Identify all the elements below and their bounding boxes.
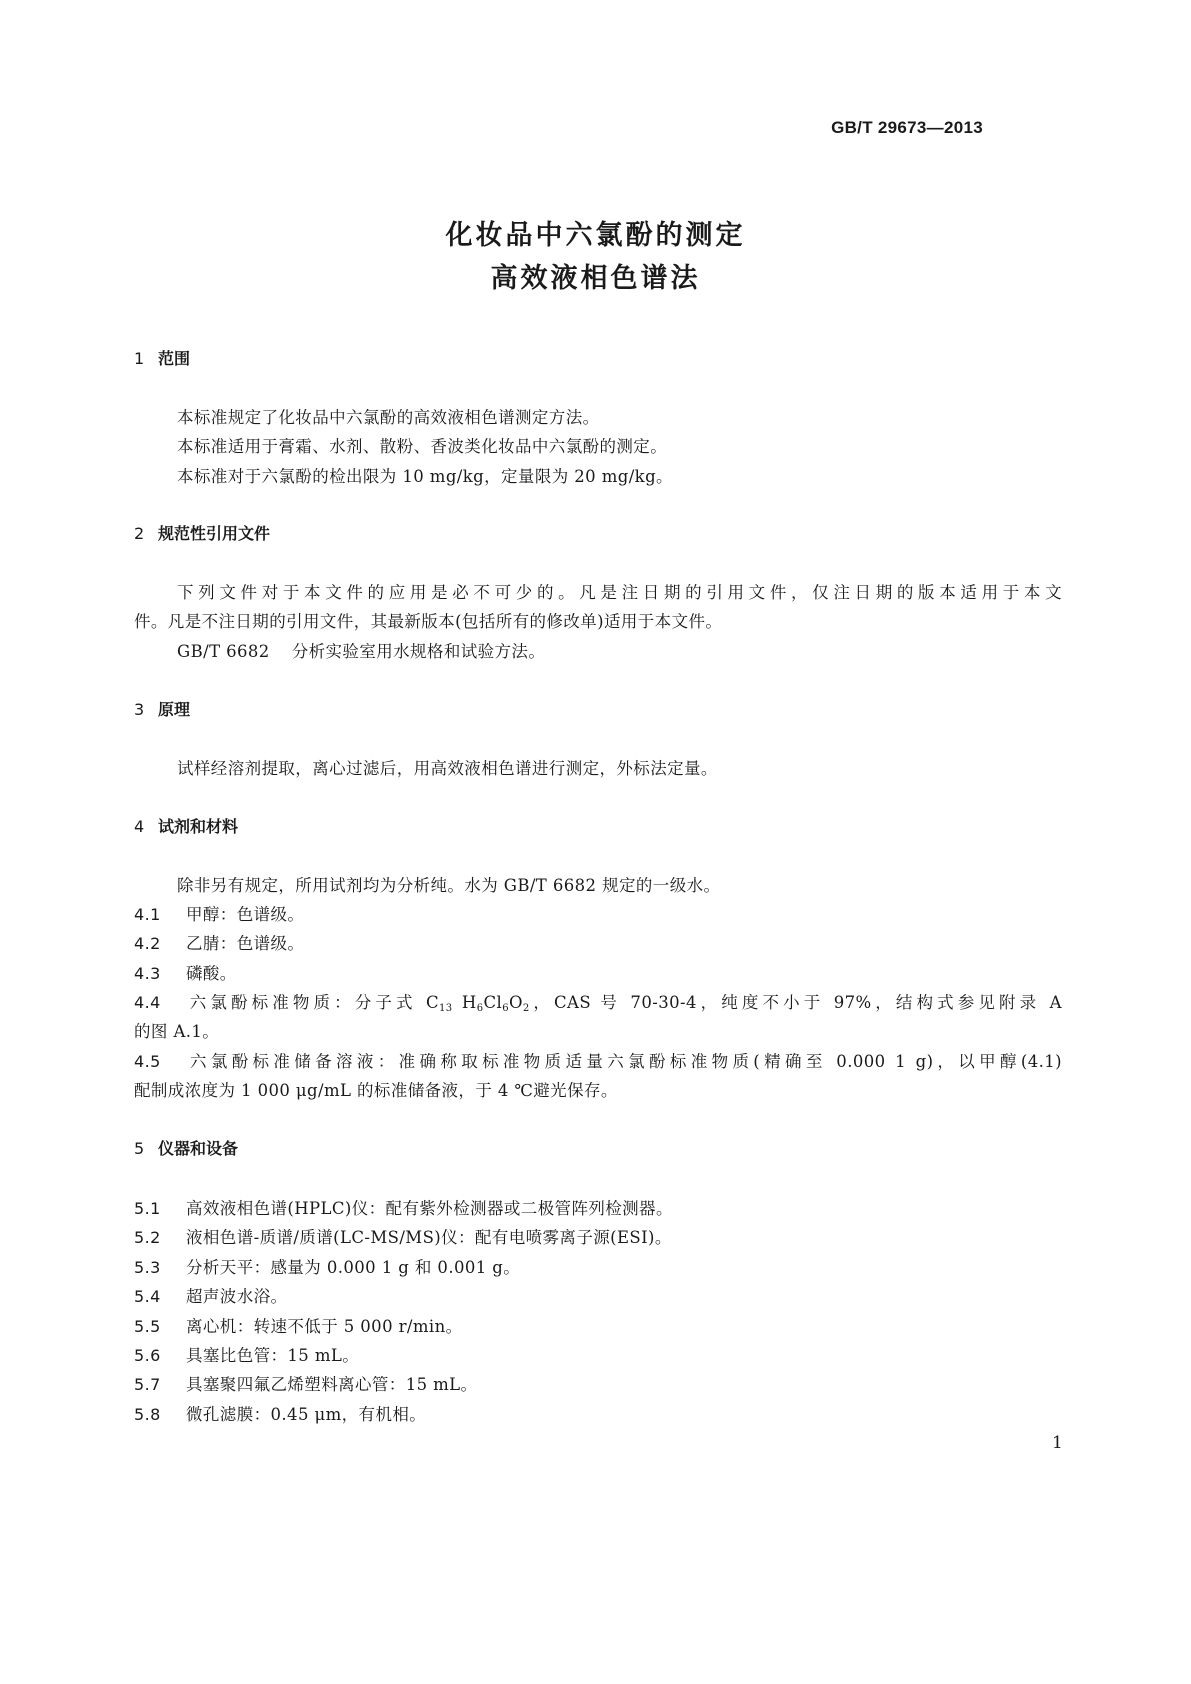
section-heading-apparatus	[134, 1136, 238, 1159]
reagent-item-methanol	[134, 901, 1062, 925]
item-number: 5.4	[134, 1287, 161, 1306]
apparatus-item	[134, 1342, 1062, 1366]
item-number: 4.5	[134, 1052, 161, 1071]
apparatus-item	[134, 1283, 1062, 1307]
molecular-formula: $C_{13}$ $H_6Cl_6O_2$	[425, 993, 530, 1014]
item-number: 4.4	[134, 993, 161, 1012]
references-paragraph-line-1: 下列文件对于本文件的应用是必不可少的。凡是注日期的引用文件，仅注日期的版本适用于本文	[177, 583, 1062, 602]
reagent-item-continuation: 配制成浓度为 1 000 μg/mL 的标准储备液，于 4 ℃避光保存。	[134, 1081, 618, 1100]
section-number: 2	[134, 524, 145, 543]
item-text: 分析天平：感量为 0.000 1 g 和 0.001 g。	[186, 1258, 521, 1277]
apparatus-item	[134, 1195, 1062, 1219]
item-text: 离心机：转速不低于 5 000 r/min。	[186, 1317, 463, 1336]
section-title: 规范性引用文件	[158, 524, 271, 543]
scope-paragraph-3: 本标准对于六氯酚的检出限为 10 mg/kg，定量限为 20 mg/kg。	[177, 467, 673, 486]
reagent-item-stock-solution	[134, 1048, 1062, 1072]
references-paragraph-line-2: 件。凡是不注日期的引用文件，其最新版本(包括所有的修改单)适用于本文件。	[134, 612, 723, 631]
item-number: 5.1	[134, 1199, 161, 1218]
item-text: 六氯酚标准物质：分子式	[186, 993, 426, 1012]
item-text: 微孔滤膜：0.45 μm，有机相。	[186, 1405, 427, 1424]
section-title: 原理	[158, 700, 191, 719]
standard-number: GB/T 29673—2013	[831, 118, 983, 137]
section-title: 试剂和材料	[158, 817, 239, 836]
apparatus-item	[134, 1401, 1062, 1425]
item-number: 4.2	[134, 934, 161, 953]
page-number: 1	[1052, 1433, 1063, 1453]
reagent-item-acetonitrile	[134, 930, 1062, 954]
section-number: 3	[134, 700, 145, 719]
item-text: 甲醇：色谱级。	[186, 905, 305, 924]
principle-paragraph: 试样经溶剂提取，离心过滤后，用高效液相色谱进行测定，外标法定量。	[177, 759, 718, 778]
item-text: 液相色谱-质谱/质谱(LC-MS/MS)仪：配有电喷雾离子源(ESI)。	[186, 1228, 672, 1247]
reference-entry	[177, 638, 1105, 662]
item-text-continued: ，CAS 号 70-30-4，纯度不小于 97%，结构式参见附录 A	[529, 993, 1062, 1012]
document-title-line-2: 高效液相色谱法	[490, 263, 701, 294]
reagent-item-continuation: 的图 A.1。	[134, 1022, 220, 1041]
item-text: 具塞比色管：15 mL。	[186, 1346, 360, 1365]
item-number: 5.3	[134, 1258, 161, 1277]
item-text: 超声波水浴。	[186, 1287, 288, 1306]
item-number: 5.8	[134, 1405, 161, 1424]
scope-paragraph-1: 本标准规定了化妆品中六氯酚的高效液相色谱测定方法。	[177, 408, 600, 427]
section-heading-scope	[134, 346, 190, 369]
reagents-intro: 除非另有规定，所用试剂均为分析纯。水为 GB/T 6682 规定的一级水。	[177, 876, 721, 895]
item-number: 5.5	[134, 1317, 161, 1336]
item-number: 5.7	[134, 1375, 161, 1394]
section-title: 范围	[158, 349, 191, 368]
item-number: 5.6	[134, 1346, 161, 1365]
item-text: 磷酸。	[186, 964, 237, 983]
item-number: 4.3	[134, 964, 161, 983]
reagent-item-phosphoric-acid	[134, 960, 1062, 984]
section-number: 1	[134, 349, 145, 368]
section-number: 5	[134, 1139, 145, 1158]
document-title-line-1: 化妆品中六氯酚的测定	[445, 220, 746, 251]
section-heading-normative-references	[134, 521, 270, 544]
scope-paragraph-2: 本标准适用于膏霜、水剂、散粉、香波类化妆品中六氯酚的测定。	[177, 437, 668, 456]
item-number: 4.1	[134, 905, 161, 924]
section-number: 4	[134, 817, 145, 836]
item-text: 具塞聚四氟乙烯塑料离心管：15 mL。	[186, 1375, 478, 1394]
apparatus-item	[134, 1313, 1062, 1337]
apparatus-item	[134, 1224, 1062, 1248]
apparatus-item	[134, 1371, 1062, 1395]
item-text: 乙腈：色谱级。	[186, 934, 305, 953]
item-text: 高效液相色谱(HPLC)仪：配有紫外检测器或二极管阵列检测器。	[186, 1199, 673, 1218]
reagent-item-hexachlorophene-standard	[134, 989, 1062, 1014]
item-text: 六氯酚标准储备溶液：准确称取标准物质适量六氯酚标准物质(精确至 0.000 1 g)，以甲醇(4.1)	[186, 1052, 1062, 1071]
item-number: 5.2	[134, 1228, 161, 1247]
reference-code: GB/T 6682	[177, 642, 270, 661]
section-title: 仪器和设备	[158, 1139, 239, 1158]
section-heading-principle	[134, 697, 190, 720]
reference-title: 分析实验室用水规格和试验方法。	[291, 642, 546, 661]
section-heading-reagents	[134, 814, 238, 837]
apparatus-item	[134, 1254, 1062, 1278]
